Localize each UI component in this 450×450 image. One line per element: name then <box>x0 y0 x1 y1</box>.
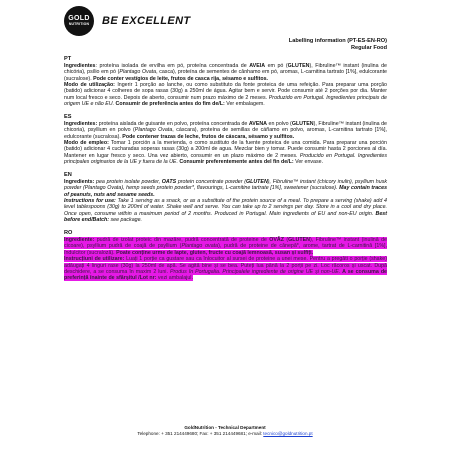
logo-line-nutrition: NUTRITION <box>68 22 90 27</box>
language-heading-es: ES <box>64 114 72 121</box>
best-before-label: Best before end/Batch: <box>64 210 387 224</box>
highlighted-text <box>64 237 387 281</box>
species-name: Plantago Ovata <box>119 69 157 76</box>
ingredients-text: proteína aislada de guisante en polvo, proteína concentrada de <box>97 120 249 127</box>
ingredients-text: : proteína isolada de ervilha em pó, proteína concentrada de <box>95 62 250 69</box>
allergen-oats: AVENA <box>248 120 268 127</box>
section-es <box>64 114 387 166</box>
brand-slogan: BE EXCELLENT <box>102 15 191 27</box>
origin-text: Produzido em Portugal. Ingredientes principais de origem UE e não EU. <box>64 94 387 108</box>
usage-text: Luați 1 porție ca gustare sau ca înlocuitor al sursei de proteine a unei mese. Pentru a pregăti o porție (shake) adăugați 4 linguri rase (30g) la 250ml de apă. Se agită bine și se bea. Puteți lua până la 2 porții pe zi. Loc răcoros și uscat. După deschidere, a se consuma în maxim 2 luni. <box>64 256 387 275</box>
origin-text: Producido en Portugal. Ingredientes principales originarios de la UE y fuera de la UE. <box>64 152 388 166</box>
package-reference: Ver envase. <box>293 159 324 166</box>
section-ro <box>64 230 387 282</box>
ingredients-label: Ingredientes <box>64 62 96 69</box>
usage-label: Modo de utilização: <box>64 82 115 89</box>
species-name: Plantago Ovata <box>84 185 122 192</box>
footer <box>0 425 450 438</box>
trace-warning: Pode contener trazas de leche, frutos de cáscara, sésamo y sulfitos. <box>122 133 295 140</box>
ingredients-text: en polvo ( <box>267 120 292 127</box>
language-heading-en: EN <box>64 172 72 179</box>
paragraph-en <box>64 179 387 224</box>
section-en <box>64 172 387 224</box>
ingredients-label: Ingrediente: <box>64 236 95 243</box>
allergen-gluten: GLUTEN <box>246 178 268 185</box>
species-name: Plantago Ovata <box>134 127 173 134</box>
document-title: Labelling information (PT-ES-EN-RO) <box>288 38 387 44</box>
package-reference: vezi ambalajul. <box>156 275 193 282</box>
document-title-block <box>289 38 387 52</box>
usage-label: Instrucțiuni de utilizare: <box>64 256 125 263</box>
ingredients-text: ), Fibruline™ instant (inulina de chicória), psílio em pó ( <box>64 62 387 76</box>
ingredients-text: ), Fibruline™ instant (inulina de chicoria), psyllium en polvo ( <box>64 120 388 134</box>
language-heading-pt: PT <box>64 56 72 62</box>
allergen-oats: OVĂZ <box>269 236 284 243</box>
ingredients-text: ), hemp seeds protein powder*, flavourings, L-carnitine tartrate [1%], sweetener (sucralose). <box>121 185 340 192</box>
footer-contact-text: Telephone: + 351 214449680; Fax: + 351 214449681; e-mail: <box>137 431 264 437</box>
usage-label: Modo de empleo: <box>64 140 109 147</box>
ingredients-text: , cáscara), proteína de semillas de cáñamo en polvo, aromas, L-carnitina tartrato [1%], edulcorante (sucralosa). <box>64 127 388 140</box>
ingredients-text: pea protein isolate powder, <box>94 178 162 185</box>
usage-text: Take 1 serving as a snack, or as a substitute of the protein source of a meal. To prepare a serving (shake) add 4 level tablespoons (30g) to 200ml of water. Shake well and serve. You can take up to 2 servings per day. Store in a cool and dry place. Once open, consume within a maximum period of 2 months. <box>64 198 387 217</box>
paragraph-ro <box>64 237 387 282</box>
usage-label: Instructions for use: <box>64 198 116 205</box>
document-subtitle: Regular Food <box>350 45 387 52</box>
allergen-gluten: GLUTEN <box>291 120 314 127</box>
best-before-label: Consumir preferentemente antes del fin de/L: <box>177 159 294 166</box>
trace-warning: May contain traces of peanuts, nuts and sesame seeds. <box>64 185 388 198</box>
trace-warning: Pode conter vestígios de leite, frutos de casca rija, sésamo e sulfitos. <box>93 75 269 82</box>
footer-contact <box>0 431 450 437</box>
package-reference: Ver embalagem. <box>224 101 265 108</box>
usage-text: Tomar 1 porción a la merienda, o como sustituto de la fuente proteica de una comida. Para preparar una porción (batido) adicionar 4 cucharadas soperas rasas (30g) a 200ml de agua. Mezclar bien y tomar. Puede consumir hasta 2 porciones al día. Mantener en lugar fresco y seco. Una vez abierto, consumir en un plazo máximo de 2 meses. <box>64 140 387 159</box>
allergen-oats: AVEIA <box>249 62 266 69</box>
ingredients-text: protein concentrate powder ( <box>176 178 246 185</box>
usage-text: Ingerir 1 porção ao lanche, ou como substituto da fonte proteica de uma refeição. Para preparar uma porção (batido) adicionar 4 colheres de sopa rasas (30g) a 250ml de água. Agitar bem e servir. Pode consumir até 2 porções por dia. Manter num local fresco e seco. Depois de aberto, consumir num prazo máximo de 2 meses. <box>64 82 387 101</box>
paragraph-pt <box>64 63 387 108</box>
ingredients-text: ( <box>283 236 289 243</box>
header <box>64 6 191 36</box>
email-link[interactable]: tecnico@goldnutrition.pt <box>263 431 313 437</box>
allergen-gluten: GLUTEN <box>288 236 310 243</box>
best-before-label: Consumir de preferência antes do fim de/L: <box>114 101 225 108</box>
trace-warning: Poate conține urme de lapte, gluten, fructe cu coajă lemnoasă, susan și sulfiți. <box>116 249 314 256</box>
section-pt <box>64 56 387 108</box>
logo-line-gold: GOLD <box>68 15 90 23</box>
allergen-gluten: GLUTEN <box>287 62 310 69</box>
package-reference: see package. <box>109 217 143 224</box>
ingredients-text: pudră de izolat proteic din mazăre, pudră concentrată de proteine de <box>94 236 270 243</box>
allergen-oats: OATS <box>161 178 177 185</box>
ingredients-label: Ingredientes: <box>64 120 98 127</box>
ingredients-text: , casca), proteína de sementes de cânhamo em pó, aromas, L-carnitina tartrato [1%], edulcorante (sucralose). <box>64 69 387 82</box>
label-content <box>64 56 387 288</box>
paragraph-es <box>64 121 387 166</box>
gold-nutrition-logo <box>64 6 94 36</box>
ingredients-text: ), Fibruline™ instant (inulină de cicoare), psyllium pudră de coajă de psyllium ( <box>64 236 387 250</box>
footer-department: GoldNutrition - Technical Department <box>184 425 266 430</box>
ingredients-text: ), Fibruline™ instant (chicory inulin), psyllium husk powder ( <box>64 178 387 192</box>
origin-text: Produs în Portugalia. Principalele ingrediente de origine UE și non-UE. <box>169 268 341 275</box>
origin-text: Produced in Portugal. Main ingredients of EU and non-EU origin. <box>214 210 374 217</box>
ingredients-label: Ingredients: <box>64 178 95 185</box>
language-heading-ro: RO <box>64 230 73 237</box>
ingredients-text: em pó ( <box>265 62 288 69</box>
ingredients-text: ), pudră de proteine de cânepă*, arome, tartrat de L-carnitină [1%], îndulcitor (sucraloză). <box>64 243 387 256</box>
best-before-label: A se consuma de preferință înainte de sfârșitul /Lot nr: <box>64 268 387 282</box>
species-name: Plantago ovata <box>181 243 219 250</box>
